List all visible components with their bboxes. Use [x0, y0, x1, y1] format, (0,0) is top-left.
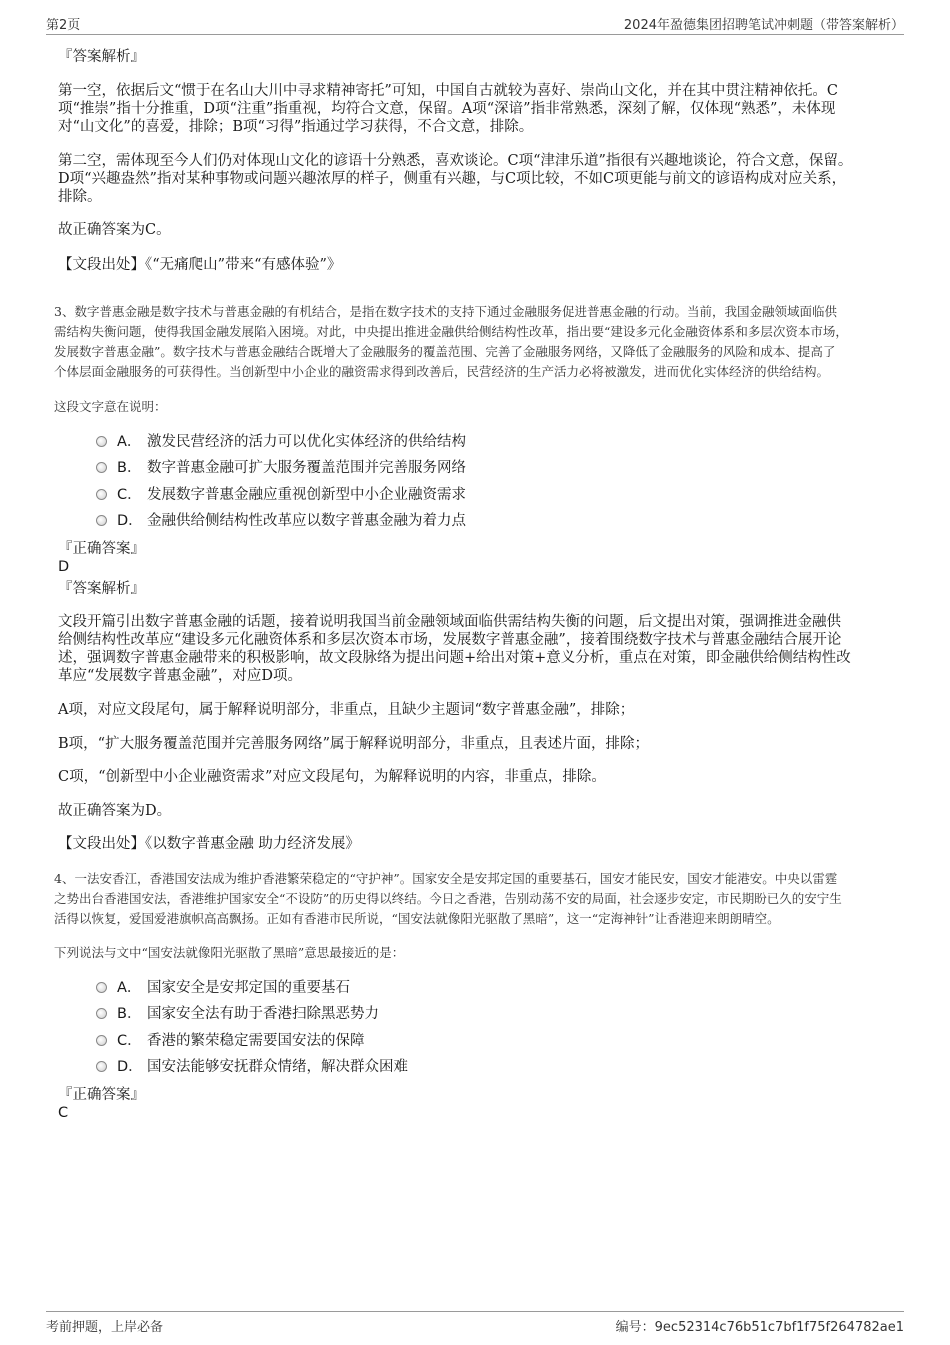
q3-source: 【文段出处】《以数字普惠金融 助力经济发展》 — [58, 836, 360, 852]
q3-analysis-p1 — [58, 613, 898, 685]
line: 对“山文化”的喜爱，排除；B项“习得”指通过学习获得，不合文意，排除。 — [58, 119, 534, 135]
q3-question: 这段文字意在说明： — [54, 399, 167, 414]
q3-analysis-p3: B项，“扩大服务覆盖范围并完善服务网络”属于解释说明部分，非重点，且表述片面，排除； — [58, 736, 649, 752]
line: D项“兴趣盎然”指对某种事物或问题兴趣浓厚的样子，侧重有兴趣，与C项比较，不如C项更能与前文的谚语构成对应关系， — [58, 171, 847, 187]
page-number: 第2页 — [46, 18, 81, 33]
q4-question: 下列说法与文中“国安法就像阳光驱散了黑暗”意思最接近的是： — [54, 945, 405, 960]
line: 述，强调数字普惠金融带来的积极影响，故文段脉络为提出问题+给出对策+意义分析，重点在对策，即金融供给侧结构性改 — [58, 650, 851, 666]
radio-icon[interactable] — [96, 515, 107, 526]
document-title: 2024年盈德集团招聘笔试冲刺题（带答案解析） — [623, 18, 904, 33]
q3-option-a[interactable]: A． 激发民营经济的活力可以优化实体经济的供给结构 — [96, 433, 466, 451]
radio-icon[interactable] — [96, 462, 107, 473]
line: 项“推崇”指十分推重，D项“注重”指重视，均符合文意，保留。A项“深谙”指非常熟悉，深刻了解，仅体现“熟悉”，未体现 — [58, 101, 836, 117]
line: 4、一法安香江，香港国安法成为维护香港繁荣稳定的“守护神”。国家安全是安邦定国的重要基石，国安才能民安，国安才能港安。中央以雷霆 — [54, 871, 838, 886]
q3-analysis-p2: A项，对应文段尾句，属于解释说明部分，非重点，且缺少主题词“数字普惠金融”，排除； — [58, 702, 635, 718]
q2-analysis-p2 — [58, 152, 898, 206]
q3-answer-label: 『正确答案』 — [58, 541, 145, 557]
radio-icon[interactable] — [96, 1035, 107, 1046]
q2-conclusion: 故正确答案为C。 — [58, 222, 171, 238]
radio-icon[interactable] — [96, 436, 107, 447]
q3-analysis-label: 『答案解析』 — [58, 581, 145, 597]
radio-icon[interactable] — [96, 489, 107, 500]
q2-analysis-p1 — [58, 82, 898, 136]
footer-slogan: 考前押题，上岸必备 — [46, 1320, 164, 1335]
q2-source: 【文段出处】《“无痛爬山”带来“有感体验”》 — [58, 257, 342, 273]
q3-option-d[interactable]: D． 金融供给侧结构性改革应以数字普惠金融为着力点 — [96, 512, 466, 530]
line: 需结构失衡问题，使得我国金融发展陷入困境。对此，中央提出推进金融供给侧结构性改革，指出要“建设多元化金融资体系和多层次资本市场， — [54, 324, 848, 339]
document-id: 编号：9ec52314c76b51c7bf1f75f264782ae1 — [615, 1320, 904, 1335]
line: 3、数字普惠金融是数字技术与普惠金融的有机结合，是指在数字技术的支持下通过金融服务促进普惠金融的行动。当前，我国金融领域面临供 — [54, 304, 837, 319]
q4-option-a[interactable]: A． 国家安全是安邦定国的重要基石 — [96, 979, 350, 997]
q3-option-b[interactable]: B． 数字普惠金融可扩大服务覆盖范围并完善服务网络 — [96, 459, 466, 477]
q3-conclusion: 故正确答案为D。 — [58, 803, 172, 819]
q3-option-c[interactable]: C． 发展数字普惠金融应重视创新型中小企业融资需求 — [96, 486, 466, 504]
q3-stem — [54, 302, 904, 382]
q4-answer: C — [58, 1105, 69, 1121]
radio-icon[interactable] — [96, 1008, 107, 1019]
q4-option-d[interactable]: D． 国安法能够安抚群众情绪，解决群众困难 — [96, 1058, 408, 1076]
line: 发展数字普惠金融”。数字技术与普惠金融结合既增大了金融服务的覆盖范围、完善了金融服务网络，又降低了金融服务的风险和成本、提高了 — [54, 344, 836, 359]
line: 给侧结构性改革应“建设多元化融资体系和多层次资本市场，发展数字普惠金融”，接着围绕数字技术与普惠金融结合展开论 — [58, 632, 842, 648]
q4-stem — [54, 869, 904, 929]
q3-analysis-p4: C项，“创新型中小企业融资需求”对应文段尾句，为解释说明的内容，非重点，排除。 — [58, 769, 606, 785]
line: 第二空，需体现至今人们仍对体现山文化的谚语十分熟悉，喜欢谈论。C项“津津乐道”指很有兴趣地谈论，符合文意，保留。 — [58, 153, 853, 169]
radio-icon[interactable] — [96, 982, 107, 993]
page-footer — [46, 1311, 904, 1334]
line: 第一空，依据后文“惯于在名山大川中寻求精神寄托”可知，中国自古就较为喜好、崇尚山文化，并在其中贯注精神依托。C — [58, 83, 838, 99]
radio-icon[interactable] — [96, 1061, 107, 1072]
line: 个体层面金融服务的可获得性。当创新型中小企业的融资需求得到改善后，民营经济的生产活力必将被激发，进而优化实体经济的供给结构。 — [54, 364, 830, 379]
q2-analysis-label: 『答案解析』 — [58, 49, 145, 65]
line: 活得以恢复，爱国爱港旗帜高高飘扬。正如有香港市民所说，“国安法就像阳光驱散了黑暗”，这一“定海神针”让香港迎来朗朗晴空。 — [54, 911, 780, 926]
q4-answer-label: 『正确答案』 — [58, 1087, 145, 1103]
line: 排除。 — [58, 189, 102, 205]
q3-answer: D — [58, 559, 70, 575]
line: 革应“发展数字普惠金融”，对应D项。 — [58, 668, 302, 684]
page-header — [46, 14, 904, 35]
line: 文段开篇引出数字普惠金融的话题，接着说明我国当前金融领域面临供需结构失衡的问题，后文提出对策，强调推进金融供 — [58, 614, 841, 630]
line: 之势出台香港国安法，香港维护国家安全“不设防”的历史得以终结。今日之香港，告别动荡不安的局面，社会逐步安定，市民期盼已久的安宁生 — [54, 891, 842, 906]
q4-option-c[interactable]: C． 香港的繁荣稳定需要国安法的保障 — [96, 1032, 365, 1050]
q4-option-b[interactable]: B． 国家安全法有助于香港扫除黑恶势力 — [96, 1005, 379, 1023]
